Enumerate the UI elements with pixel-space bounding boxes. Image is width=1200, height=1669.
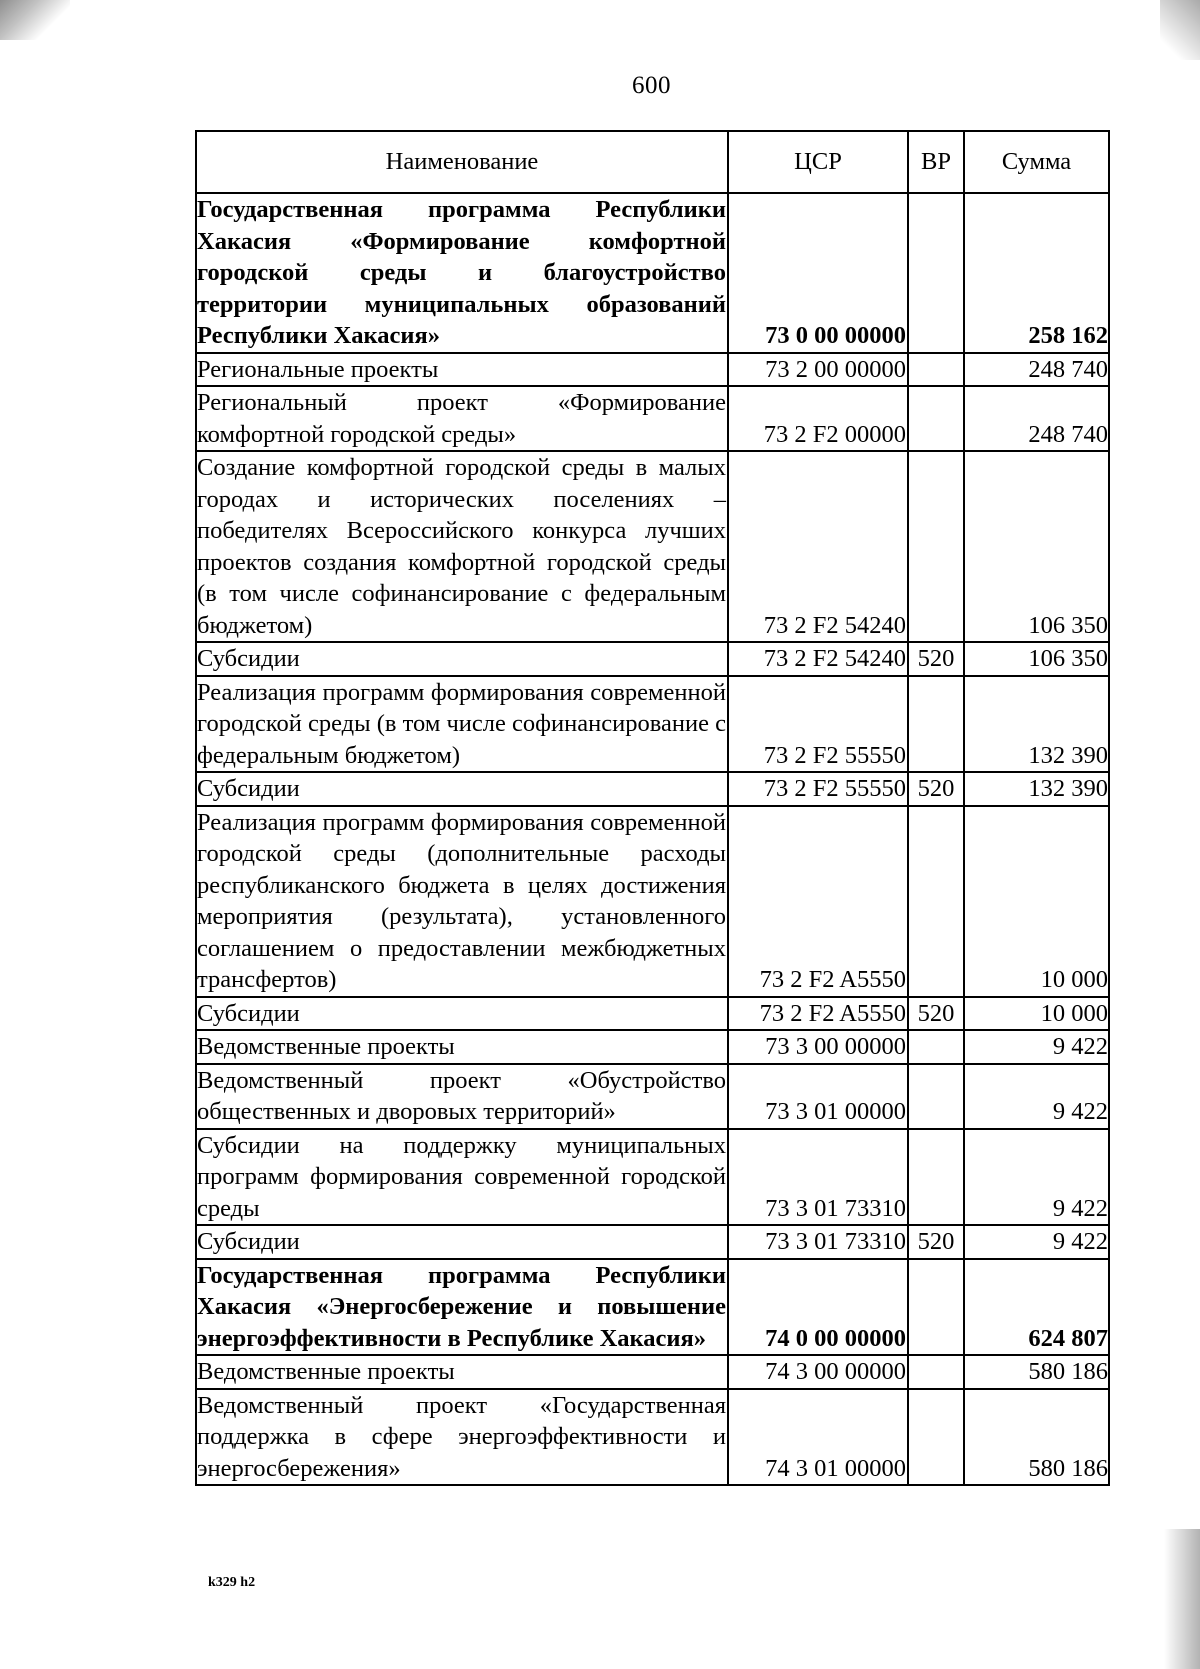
table-body bbox=[196, 193, 1109, 1485]
row-name-cell: Субсидии на поддержку муниципальных программ формирования современной городской среды bbox=[196, 1129, 728, 1226]
table-row bbox=[196, 676, 1109, 773]
header-csr: ЦСР bbox=[728, 131, 908, 193]
row-name-cell: Субсидии bbox=[196, 997, 728, 1031]
row-name-cell: Субсидии bbox=[196, 772, 728, 806]
row-vr-cell bbox=[908, 806, 964, 997]
table-row bbox=[196, 1225, 1109, 1259]
row-vr-cell bbox=[908, 386, 964, 451]
budget-table-container bbox=[195, 130, 1108, 1486]
row-vr-cell bbox=[908, 451, 964, 642]
row-csr-cell: 73 2 F2 55550 bbox=[728, 772, 908, 806]
row-csr-cell: 73 2 F2 00000 bbox=[728, 386, 908, 451]
row-csr-cell: 73 3 01 00000 bbox=[728, 1064, 908, 1129]
table-row bbox=[196, 386, 1109, 451]
row-sum-cell: 9 422 bbox=[964, 1129, 1109, 1226]
row-name-cell: Региональный проект «Формирование комфортной городской среды» bbox=[196, 386, 728, 451]
row-name-cell: Реализация программ формирования современной городской среды (в том числе софинансирование с федеральным бюджетом) bbox=[196, 676, 728, 773]
page-number: 600 bbox=[632, 72, 671, 99]
row-name-cell: Ведомственные проекты bbox=[196, 1030, 728, 1064]
row-vr-cell: 520 bbox=[908, 1225, 964, 1259]
row-name-cell: Региональные проекты bbox=[196, 353, 728, 387]
footer-code: k329 h2 bbox=[208, 1575, 256, 1590]
row-sum-cell: 132 390 bbox=[964, 676, 1109, 773]
row-name-cell: Создание комфортной городской среды в малых городах и исторических поселениях – победителях Всероссийского конкурса лучших проектов создания комфортной городской среды (в том числе софинансирование с федеральным бюджетом) bbox=[196, 451, 728, 642]
row-vr-cell bbox=[908, 1389, 964, 1486]
row-sum-cell: 106 350 bbox=[964, 451, 1109, 642]
header-sum: Сумма bbox=[964, 131, 1109, 193]
row-vr-cell bbox=[908, 1129, 964, 1226]
table-row bbox=[196, 1129, 1109, 1226]
row-vr-cell bbox=[908, 676, 964, 773]
table-row bbox=[196, 997, 1109, 1031]
scan-shadow-bottom-right bbox=[1160, 1529, 1200, 1669]
table-row bbox=[196, 1259, 1109, 1356]
row-csr-cell: 73 3 01 73310 bbox=[728, 1129, 908, 1226]
row-vr-cell bbox=[908, 193, 964, 353]
table-row bbox=[196, 772, 1109, 806]
table-row bbox=[196, 642, 1109, 676]
row-sum-cell: 9 422 bbox=[964, 1030, 1109, 1064]
row-sum-cell: 258 162 bbox=[964, 193, 1109, 353]
row-sum-cell: 580 186 bbox=[964, 1355, 1109, 1389]
table-row bbox=[196, 806, 1109, 997]
table-row bbox=[196, 1064, 1109, 1129]
row-sum-cell: 248 740 bbox=[964, 386, 1109, 451]
row-csr-cell: 73 2 F2 A5550 bbox=[728, 997, 908, 1031]
row-csr-cell: 74 3 01 00000 bbox=[728, 1389, 908, 1486]
row-vr-cell bbox=[908, 1355, 964, 1389]
row-vr-cell: 520 bbox=[908, 997, 964, 1031]
row-vr-cell bbox=[908, 1064, 964, 1129]
table-header bbox=[196, 131, 1109, 193]
row-sum-cell: 9 422 bbox=[964, 1225, 1109, 1259]
row-name-cell: Субсидии bbox=[196, 1225, 728, 1259]
row-csr-cell: 73 2 F2 54240 bbox=[728, 451, 908, 642]
budget-table bbox=[195, 130, 1110, 1486]
row-csr-cell: 73 0 00 00000 bbox=[728, 193, 908, 353]
row-csr-cell: 73 2 F2 A5550 bbox=[728, 806, 908, 997]
scan-shadow-top-right bbox=[1160, 0, 1200, 60]
header-name: Наименование bbox=[196, 131, 728, 193]
row-sum-cell: 580 186 bbox=[964, 1389, 1109, 1486]
row-vr-cell: 520 bbox=[908, 772, 964, 806]
row-csr-cell: 73 2 00 00000 bbox=[728, 353, 908, 387]
row-vr-cell: 520 bbox=[908, 642, 964, 676]
row-name-cell: Ведомственные проекты bbox=[196, 1355, 728, 1389]
table-row bbox=[196, 353, 1109, 387]
row-sum-cell: 132 390 bbox=[964, 772, 1109, 806]
table-row bbox=[196, 1355, 1109, 1389]
row-csr-cell: 73 3 00 00000 bbox=[728, 1030, 908, 1064]
scan-shadow-top-left bbox=[0, 0, 70, 40]
row-sum-cell: 106 350 bbox=[964, 642, 1109, 676]
table-row bbox=[196, 193, 1109, 353]
row-csr-cell: 74 0 00 00000 bbox=[728, 1259, 908, 1356]
row-name-cell: Государственная программа Республики Хакасия «Энергосбережение и повышение энергоэффективности в Республике Хакасия» bbox=[196, 1259, 728, 1356]
row-name-cell: Ведомственный проект «Государственная поддержка в сфере энергоэффективности и энергосбережения» bbox=[196, 1389, 728, 1486]
row-vr-cell bbox=[908, 353, 964, 387]
row-sum-cell: 248 740 bbox=[964, 353, 1109, 387]
header-vr: ВР bbox=[908, 131, 964, 193]
table-row bbox=[196, 1389, 1109, 1486]
row-sum-cell: 10 000 bbox=[964, 806, 1109, 997]
row-name-cell: Реализация программ формирования современной городской среды (дополнительные расходы республиканского бюджета в целях достижения мероприятия (результата), установленного соглашением о предоставлении межбюджетных трансфертов) bbox=[196, 806, 728, 997]
row-sum-cell: 10 000 bbox=[964, 997, 1109, 1031]
row-csr-cell: 73 2 F2 55550 bbox=[728, 676, 908, 773]
row-sum-cell: 9 422 bbox=[964, 1064, 1109, 1129]
row-name-cell: Субсидии bbox=[196, 642, 728, 676]
row-csr-cell: 73 3 01 73310 bbox=[728, 1225, 908, 1259]
row-vr-cell bbox=[908, 1030, 964, 1064]
row-csr-cell: 73 2 F2 54240 bbox=[728, 642, 908, 676]
row-sum-cell: 624 807 bbox=[964, 1259, 1109, 1356]
table-row bbox=[196, 451, 1109, 642]
row-vr-cell bbox=[908, 1259, 964, 1356]
header-row bbox=[196, 131, 1109, 193]
table-row bbox=[196, 1030, 1109, 1064]
row-name-cell: Государственная программа Республики Хакасия «Формирование комфортной городской среды и благоустройство территории муниципальных образований Республики Хакасия» bbox=[196, 193, 728, 353]
row-csr-cell: 74 3 00 00000 bbox=[728, 1355, 908, 1389]
row-name-cell: Ведомственный проект «Обустройство общественных и дворовых территорий» bbox=[196, 1064, 728, 1129]
